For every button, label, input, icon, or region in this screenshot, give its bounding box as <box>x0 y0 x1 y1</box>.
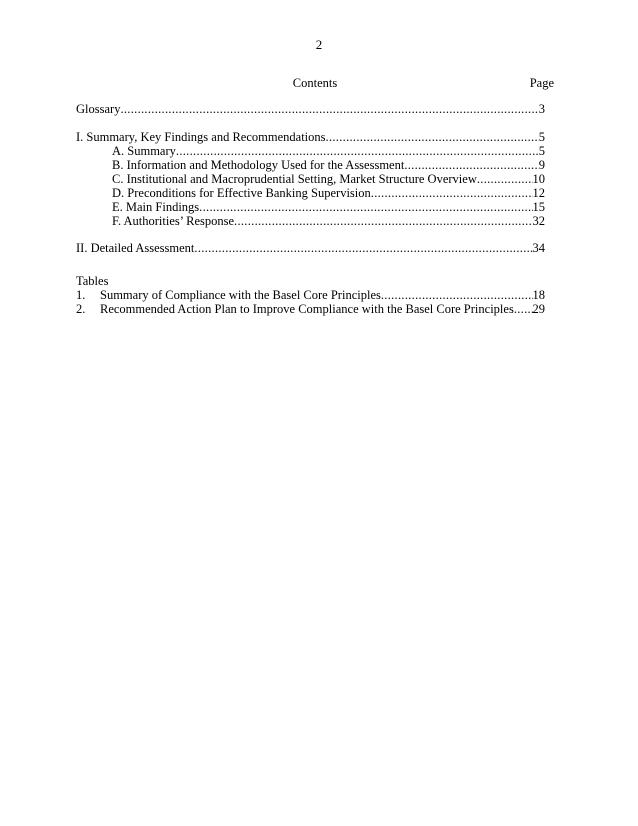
toc-entry-page: 34 <box>532 241 545 255</box>
toc-leader-dots <box>514 302 533 317</box>
toc-entry-main-findings[interactable] <box>112 200 545 215</box>
tables-heading: Tables <box>76 274 109 288</box>
toc-leader-dots <box>234 214 532 229</box>
toc-entry-page: 10 <box>532 172 545 186</box>
toc-entry-page: 3 <box>538 102 545 116</box>
table-entry-2[interactable] <box>76 302 545 317</box>
toc-entry-summary[interactable] <box>112 144 545 159</box>
toc-entry-page: 5 <box>538 144 545 158</box>
contents-header <box>76 76 554 92</box>
toc-entry-methodology[interactable] <box>112 158 545 173</box>
contents-title: Contents <box>292 76 338 90</box>
table-entry-label: Recommended Action Plan to Improve Compliance with the Basel Core Principles <box>100 302 514 316</box>
toc-entry-label: Glossary <box>76 102 121 116</box>
toc-leader-dots <box>371 186 533 201</box>
page-column-label: Page <box>529 76 554 90</box>
toc-leader-dots <box>194 241 532 256</box>
toc-leader-dots <box>120 102 538 117</box>
toc-leader-dots <box>199 200 532 215</box>
toc-entry-label: II. Detailed Assessment <box>76 241 195 255</box>
table-entry-label: Summary of Compliance with the Basel Core Principles <box>100 288 381 302</box>
toc-leader-dots <box>477 172 533 187</box>
toc-entry-preconditions[interactable] <box>112 186 545 201</box>
toc-leader-dots <box>326 130 539 145</box>
toc-entry-label: I. Summary, Key Findings and Recommendations <box>76 130 326 144</box>
toc-entry-label: C. Institutional and Macroprudential Setting, Market Structure Overview <box>112 172 477 186</box>
page-number: 2 <box>315 37 323 52</box>
toc-entry-page: 32 <box>532 214 545 228</box>
toc-leader-dots <box>176 144 539 159</box>
toc-entry-page: 5 <box>538 130 545 144</box>
toc-entry-glossary[interactable] <box>76 102 545 117</box>
table-entry-number: 2. <box>76 302 86 316</box>
toc-leader-dots <box>381 288 533 303</box>
toc-entry-page: 12 <box>532 186 545 200</box>
table-entry-1[interactable] <box>76 288 545 303</box>
toc-entry-page: 15 <box>532 200 545 214</box>
toc-entry-section-2[interactable] <box>76 241 545 256</box>
toc-entry-section-1[interactable] <box>76 130 545 145</box>
toc-entry-page: 9 <box>538 158 545 172</box>
table-entry-number: 1. <box>76 288 86 302</box>
table-entry-page: 18 <box>532 288 545 302</box>
table-entry-page: 29 <box>532 302 545 316</box>
toc-entry-label: A. Summary <box>112 144 176 158</box>
toc-entry-label: B. Information and Methodology Used for the Assessment <box>112 158 405 172</box>
toc-entry-label: F. Authorities’ Response <box>112 214 235 228</box>
toc-entry-authorities-response[interactable] <box>112 214 545 229</box>
toc-entry-label: D. Preconditions for Effective Banking Supervision <box>112 186 371 200</box>
toc-leader-dots <box>404 158 538 173</box>
toc-entry-label: E. Main Findings <box>112 200 200 214</box>
toc-entry-institutional-setting[interactable] <box>112 172 545 187</box>
